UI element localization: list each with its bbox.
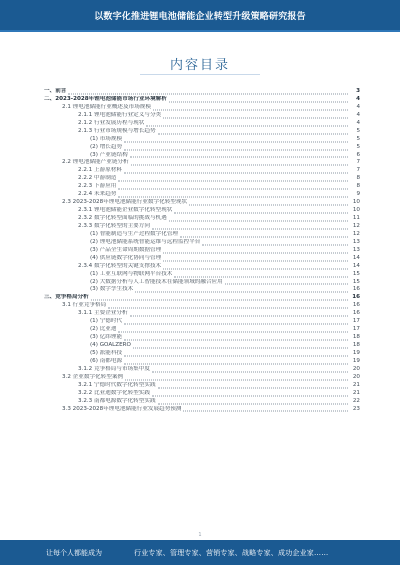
footer-roles: 行业专家、管理专家、营销专家、战略专家、成功企业家…… <box>134 548 329 557</box>
toc-entry-text: (4) 供应链数字化协同与管理 <box>90 254 162 261</box>
toc-entry[interactable] <box>44 334 360 342</box>
toc-entry[interactable] <box>44 271 360 279</box>
toc-entry-page: 23 <box>352 405 360 412</box>
toc-entry-page: 17 <box>352 318 360 325</box>
toc-entry[interactable] <box>44 159 360 167</box>
toc-entry-page: 16 <box>352 302 360 309</box>
toc-dot-leader <box>189 204 348 206</box>
toc-entry-text: 2.3 2023-2028年锂电池储能行业数字化转型现状 <box>62 199 188 206</box>
toc-dot-leader <box>118 188 348 190</box>
toc-entry[interactable] <box>44 136 360 144</box>
toc-entry-text: (2) 比亚迪 <box>90 326 117 333</box>
toc-entry[interactable] <box>44 390 360 398</box>
toc-entry-text: 3.3 2023-2028年锂电池储能行业发展趋势预测 <box>62 405 182 412</box>
toc-entry-page: 13 <box>352 238 360 245</box>
toc-entry[interactable] <box>44 128 360 136</box>
toc-entry-page: 7 <box>356 167 360 174</box>
toc-dot-leader <box>125 378 348 380</box>
toc-entry[interactable] <box>44 398 360 406</box>
toc-dot-leader <box>180 235 348 237</box>
toc-entry-text: 3.1 行业竞争格局 <box>62 302 107 309</box>
toc-entry-page: 16 <box>352 294 360 301</box>
toc-entry-text: 2.3.1 锂电池储能企业数字化转型现状 <box>78 207 173 214</box>
footer-slogan: 让每个人都能成为 <box>46 548 102 557</box>
toc-entry-page: 14 <box>352 254 360 261</box>
toc-entry[interactable] <box>44 152 360 160</box>
toc-entry[interactable] <box>44 167 360 175</box>
toc-entry-page: 20 <box>352 365 360 372</box>
toc-dot-leader <box>108 307 348 309</box>
header-divider <box>0 30 400 32</box>
toc-entry-text: (3) 亿纬锂能 <box>90 334 123 341</box>
toc-entry-text: (2) 锂电池储能系统智能运维与远程监控平台 <box>90 238 201 245</box>
toc-entry-text: 2.1.2 行业发展历程与现状 <box>78 119 145 126</box>
toc-entry-page: 5 <box>356 135 360 142</box>
toc-entry-page: 5 <box>356 143 360 150</box>
toc-dot-leader <box>152 394 348 396</box>
toc-entry-text: 2.1 锂电池储能行业概述及市场规模 <box>62 103 151 110</box>
toc-dot-leader <box>133 346 348 348</box>
toc-entry-text: 2.1.1 锂电池储能行业定义与分类 <box>78 111 162 118</box>
toc-entry[interactable] <box>44 191 360 199</box>
toc-dot-leader <box>130 315 348 317</box>
toc-entry-page: 16 <box>352 310 360 317</box>
toc-entry[interactable] <box>44 302 360 310</box>
toc-dot-leader <box>163 259 348 261</box>
report-header-band <box>0 0 400 30</box>
toc-entry-page: 4 <box>356 95 360 102</box>
toc-entry-text: 3.2.1 宁德时代数字化转型实践 <box>78 381 156 388</box>
toc-dot-leader <box>124 323 348 325</box>
toc-entry-text: (3) 产品全生命周期数据管理 <box>90 246 162 253</box>
toc-entry[interactable] <box>44 366 360 374</box>
toc-entry[interactable] <box>44 199 360 207</box>
toc-entry-text: 2.2 锂电池储能产业链分析 <box>62 159 129 166</box>
toc-dot-leader <box>174 275 348 277</box>
toc-entry[interactable] <box>44 406 360 414</box>
toc-entry-text: 3.2.3 南都电源数字化转型实践 <box>78 397 156 404</box>
toc-entry-page: 18 <box>352 342 360 348</box>
toc-entry[interactable] <box>44 223 360 231</box>
toc-entry[interactable] <box>44 120 360 128</box>
toc-dot-leader <box>169 219 348 221</box>
toc-entry-text: (1) 工业互联网与物联网平台技术 <box>90 270 173 277</box>
toc-entry-text: (2) 大数据分析与人工智能技术在储能领域的融合应用 <box>90 278 223 285</box>
toc-entry-text: (3) 产业链结构 <box>90 151 128 158</box>
toc-dot-leader <box>169 100 348 102</box>
toc-entry-text: 3.1.2 竞争格局与市场集中度 <box>78 365 150 372</box>
toc-entry-page: 8 <box>356 175 360 182</box>
toc-entry[interactable] <box>44 231 360 239</box>
toc-entry[interactable] <box>44 342 360 350</box>
toc-entry-text: 2.3.2 数字化转型面临的挑战与机遇 <box>78 215 167 221</box>
toc-entry[interactable] <box>44 239 360 247</box>
toc-dot-leader <box>118 331 348 333</box>
toc-entry-text: (1) 市场规模 <box>90 135 123 142</box>
toc-dot-leader <box>124 140 348 142</box>
toc-entry-text: (4) GOALZERO <box>90 342 131 348</box>
toc-dot-leader <box>183 410 348 412</box>
toc-dot-leader <box>124 148 348 150</box>
toc-entry-page: 9 <box>356 191 360 198</box>
toc-entry[interactable] <box>44 286 360 294</box>
toc-entry[interactable] <box>44 88 360 96</box>
toc-entry-text: 2.2.1 上游原材料 <box>78 167 122 174</box>
toc-entry-page: 12 <box>352 222 360 229</box>
toc-dot-leader <box>163 251 348 253</box>
toc-entry[interactable] <box>44 310 360 318</box>
toc-dot-leader <box>152 370 348 372</box>
toc-dot-leader <box>174 212 348 214</box>
footer-band <box>0 540 400 565</box>
toc-entry-page: 12 <box>352 230 360 237</box>
toc-dot-leader <box>118 196 348 198</box>
toc-entry-page: 21 <box>352 389 360 396</box>
report-title: 以数字化推进锂电池储能企业转型升级策略研究报告 <box>94 11 306 22</box>
toc-entry-text: 2.1.3 行业市场规模与增长趋势 <box>78 127 156 134</box>
toc-entry-page: 18 <box>352 334 360 341</box>
table-of-contents <box>44 88 360 413</box>
toc-entry[interactable] <box>44 96 360 104</box>
toc-entry-page: 7 <box>356 159 360 166</box>
toc-entry[interactable] <box>44 175 360 183</box>
toc-entry[interactable] <box>44 104 360 112</box>
toc-entry-text: 3.2.2 比亚迪数字化转型实践 <box>78 389 150 396</box>
toc-entry-text: (3) 数字孪生技术 <box>90 286 134 293</box>
toc-entry-page: 20 <box>352 373 360 380</box>
toc-dot-leader <box>158 402 348 404</box>
toc-entry[interactable] <box>44 374 360 382</box>
toc-entry[interactable] <box>44 326 360 334</box>
toc-dot-leader <box>202 243 348 245</box>
toc-entry-page: 15 <box>352 270 360 277</box>
toc-dot-leader <box>68 92 348 94</box>
toc-dot-leader <box>153 108 348 110</box>
toc-entry[interactable] <box>44 350 360 358</box>
toc-dot-leader <box>124 362 348 364</box>
toc-dot-leader <box>135 291 348 293</box>
toc-entry-text: 3.1.1 主要企业分析 <box>78 310 128 317</box>
toc-entry-page: 15 <box>352 278 360 285</box>
toc-entry-text: 2.3.3 数字化转型的主要方向 <box>78 222 150 229</box>
toc-entry-page: 10 <box>352 207 360 214</box>
toc-entry-text: 2.3.4 数字化转型的关键支撑技术 <box>78 262 162 269</box>
toc-entry-page: 4 <box>356 103 360 110</box>
toc-entry-text: 2.2.4 未来趋势 <box>78 191 117 198</box>
toc-entry-text: 三、竞争格局分析 <box>44 294 89 301</box>
toc-entry-text: (6) 南都电源 <box>90 357 123 364</box>
toc-entry[interactable] <box>44 112 360 120</box>
toc-entry-text: (1) 宁德时代 <box>90 318 123 325</box>
toc-entry-text: 二、2023-2028年锂电池储能市场行业环境解析 <box>44 95 167 102</box>
toc-entry-text: 3.2 企业数字化转型案例 <box>62 373 124 380</box>
toc-entry-page: 3 <box>356 88 360 94</box>
toc-dot-leader <box>163 267 348 269</box>
toc-entry-page: 22 <box>352 397 360 404</box>
toc-dot-leader <box>146 124 348 126</box>
toc-entry-page: 10 <box>352 199 360 206</box>
toc-entry-page: 11 <box>352 215 360 221</box>
toc-dot-leader <box>124 339 348 341</box>
toc-entry-page: 6 <box>356 151 360 158</box>
toc-entry-page: 4 <box>356 119 360 126</box>
toc-entry-text: 2.2.3 下游应用 <box>78 183 117 190</box>
toc-dot-leader <box>130 156 348 158</box>
toc-entry[interactable] <box>44 255 360 263</box>
toc-entry[interactable] <box>44 294 360 302</box>
toc-dot-leader <box>124 172 348 174</box>
toc-entry[interactable] <box>44 144 360 152</box>
toc-entry[interactable] <box>44 279 360 287</box>
toc-dot-leader <box>91 299 348 301</box>
toc-dot-leader <box>118 180 348 182</box>
toc-dot-leader <box>158 386 348 388</box>
toc-entry[interactable] <box>44 318 360 326</box>
toc-dot-leader <box>152 227 348 229</box>
toc-entry-text: (5) 派能科技 <box>90 349 123 356</box>
toc-dot-leader <box>131 164 348 166</box>
toc-entry-page: 14 <box>352 262 360 269</box>
toc-entry[interactable] <box>44 382 360 390</box>
toc-entry[interactable] <box>44 207 360 215</box>
toc-dot-leader <box>158 132 348 134</box>
toc-entry[interactable] <box>44 247 360 255</box>
toc-dot-leader <box>163 116 348 118</box>
toc-entry-page: 17 <box>352 326 360 333</box>
toc-entry[interactable] <box>44 263 360 271</box>
toc-entry[interactable] <box>44 215 360 223</box>
toc-entry[interactable] <box>44 358 360 366</box>
toc-entry-page: 16 <box>352 286 360 293</box>
toc-dot-leader <box>124 354 348 356</box>
toc-entry-page: 4 <box>356 111 360 118</box>
toc-entry-page: 19 <box>352 357 360 364</box>
toc-dot-leader <box>225 283 348 285</box>
toc-entry-page: 8 <box>356 183 360 190</box>
toc-entry-text: 2.2.2 中游制造 <box>78 175 117 182</box>
toc-title-divider <box>140 74 260 75</box>
page-number: 1 <box>198 532 202 538</box>
toc-title: 内容目录 <box>169 58 230 73</box>
toc-entry-page: 21 <box>352 381 360 388</box>
toc-entry-page: 5 <box>356 127 360 134</box>
toc-entry-text: (1) 智能制造与生产过程数字化管理 <box>90 230 179 237</box>
toc-entry-page: 19 <box>352 349 360 356</box>
toc-entry[interactable] <box>44 183 360 191</box>
toc-entry-page: 13 <box>352 246 360 253</box>
toc-entry-text: 一、前言 <box>44 88 67 94</box>
toc-entry-text: (2) 增长趋势 <box>90 143 123 150</box>
